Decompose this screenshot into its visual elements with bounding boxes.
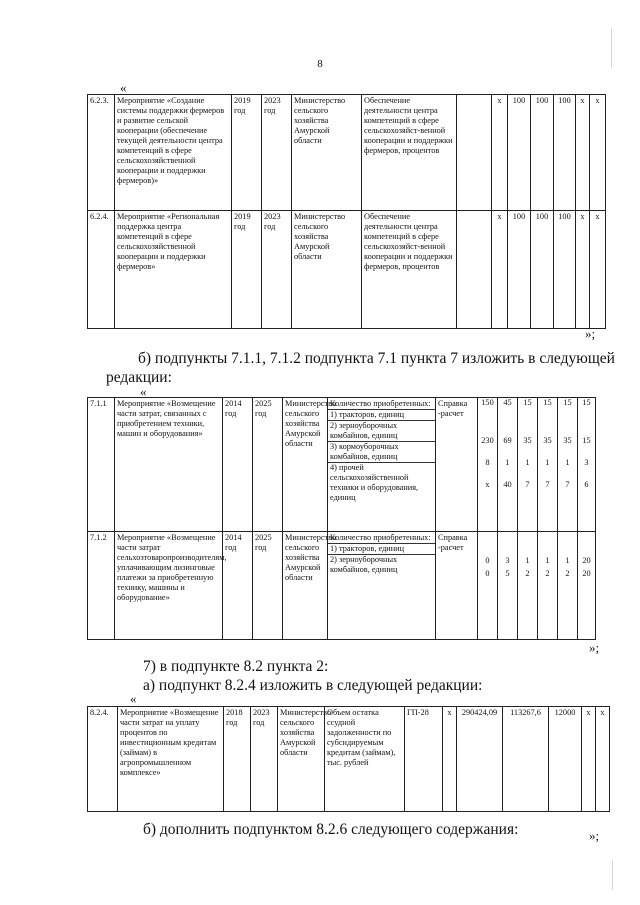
- value-cell: 113267,6: [503, 707, 549, 812]
- executor: Министерство сельского хозяйства Амурской области: [278, 707, 325, 812]
- value-cell: х: [590, 211, 606, 329]
- value-cell: х: [596, 707, 610, 812]
- value-column: 15 15 3 6: [578, 398, 596, 532]
- value-column: 0 0: [478, 532, 498, 640]
- start-year: 2019 год: [232, 95, 262, 211]
- value-cell: х: [576, 211, 590, 329]
- indicator: [328, 398, 436, 532]
- scan-mark: [611, 28, 612, 68]
- table-row: [88, 95, 606, 211]
- table-row: [88, 211, 606, 329]
- method: [457, 95, 492, 211]
- indicator: Объем остатка ссудной задолженности по субсидируемым кредитам (займам), тыс. рублей: [325, 707, 405, 812]
- executor: Министерство сельского хозяйства Амурской области: [292, 211, 362, 329]
- end-year: 2025 год: [253, 398, 283, 532]
- close-quote: »;: [589, 828, 600, 843]
- value-column: 1 2: [558, 532, 578, 640]
- indicator-header: Количество приобретенных:: [328, 533, 435, 544]
- indicator: Обеспечение деятельности центра компетенций в сфере сельскохозяйст-венной кооперации и поддержки фермеров, процентов: [362, 95, 457, 211]
- end-year: 2023 год: [262, 211, 292, 329]
- table-row: [88, 532, 596, 640]
- table-row: [88, 398, 596, 532]
- value-cell: х: [590, 95, 606, 211]
- end-year: 2023 год: [251, 707, 278, 812]
- value-cell: х: [443, 707, 457, 812]
- indicator-item: 1) тракторов, единиц: [328, 544, 435, 555]
- table-6-2: [87, 94, 606, 329]
- row-code: 7.1.2: [88, 532, 115, 640]
- open-quote: «: [120, 80, 127, 95]
- value-cell: 12000: [549, 707, 582, 812]
- method: Справка -расчет: [436, 532, 478, 640]
- table-7-1: [87, 397, 596, 640]
- indicator-item: 2) зерноуборочных комбайнов, единиц: [328, 421, 435, 442]
- executor: Министерство сельского хозяйства Амурской области: [292, 95, 362, 211]
- executor: Министерство сельского хозяйства Амурской области: [283, 532, 328, 640]
- method: ГП-28: [405, 707, 443, 812]
- value-cell: 100: [531, 95, 554, 211]
- page-number: 8: [317, 58, 323, 70]
- open-quote: «: [140, 384, 147, 399]
- indicator: [328, 532, 436, 640]
- event-name: Мероприятие «Создание системы поддержки фермеров и развитие сельской кооперации (обеспечение текущей деятельности центра компетенций в сфере сельскохозяйственной кооперации и поддержки фермеров)»: [115, 95, 232, 211]
- value-column: 1 2: [518, 532, 538, 640]
- start-year: 2014 год: [223, 398, 253, 532]
- row-code: 7.1.1: [88, 398, 115, 532]
- value-cell: х: [492, 211, 508, 329]
- row-code: 6.2.4.: [88, 211, 115, 329]
- paragraph-b-line2: редакции:: [106, 369, 172, 386]
- value-column: 15 35 1 7: [538, 398, 558, 532]
- value-column: 3 5: [498, 532, 518, 640]
- event-name: Мероприятие «Региональная поддержка центра компетенций в сфере сельскохозяйственной кооперации и поддержки фермеров»: [115, 211, 232, 329]
- event-name: Мероприятие «Возмещение части затрат сельхозтоваропроизводителям, уплачивающим лизинговые платежи за приобретенную технику, машины и оборудование»: [115, 532, 223, 640]
- paragraph-b-line1: б) подпункты 7.1.1, 7.1.2 подпункта 7.1 пункта 7 изложить в следующей: [138, 350, 615, 367]
- value-cell: 100: [554, 211, 576, 329]
- indicator-header: Количество приобретенных:: [328, 399, 435, 410]
- value-column: 45 69 1 40: [498, 398, 518, 532]
- end-year: 2025 год: [253, 532, 283, 640]
- indicator-item: 4) прочей сельскохозяйственной техники и оборудования, единиц: [330, 463, 419, 502]
- value-cell: х: [492, 95, 508, 211]
- paragraph-b2: б) дополнить подпунктом 8.2.6 следующего содержания:: [143, 821, 519, 838]
- end-year: 2023 год: [262, 95, 292, 211]
- value-cell: х: [582, 707, 596, 812]
- value-cell: 100: [554, 95, 576, 211]
- value-column: 150 230 8 х: [478, 398, 498, 532]
- method: [457, 211, 492, 329]
- scan-mark: [612, 860, 613, 890]
- start-year: 2019 год: [232, 211, 262, 329]
- value-cell: 100: [531, 211, 554, 329]
- close-quote: »;: [585, 326, 596, 341]
- start-year: 2014 год: [223, 532, 253, 640]
- event-name: Мероприятие «Возмещение части затрат на уплату процентов по инвестиционным кредитам (займам) в агропромышленном комплексе»: [118, 707, 224, 812]
- value-column: 15 35 1 7: [558, 398, 578, 532]
- row-code: 8.2.4.: [88, 707, 118, 812]
- table-8-2: [87, 706, 610, 812]
- table-row: [88, 707, 610, 812]
- indicator-item: 3) кормоуборочных комбайнов, единиц: [328, 442, 435, 463]
- event-name: Мероприятие «Возмещение части затрат, связанных с приобретением техники, машин и оборудования»: [115, 398, 223, 532]
- indicator: Обеспечение деятельности центра компетенций в сфере сельскохозяйст-венной кооперации и поддержки фермеров, процентов: [362, 211, 457, 329]
- paragraph-7: 7) в подпункте 8.2 пункта 2:: [143, 658, 329, 675]
- indicator-item: 2) зерноуборочных комбайнов, единиц: [330, 555, 398, 574]
- executor: Министерство сельского хозяйства Амурской области: [283, 398, 328, 532]
- close-quote: »;: [589, 640, 600, 655]
- method: Справка -расчет: [436, 398, 478, 532]
- value-cell: 290424,09: [457, 707, 503, 812]
- value-cell: 100: [508, 95, 531, 211]
- value-cell: х: [576, 95, 590, 211]
- open-quote: «: [130, 691, 137, 706]
- value-column: 20 20: [578, 532, 596, 640]
- value-column: 1 2: [538, 532, 558, 640]
- start-year: 2018 год: [224, 707, 251, 812]
- paragraph-a: а) подпункт 8.2.4 изложить в следующей редакции:: [143, 677, 483, 694]
- indicator-item: 1) тракторов, единиц: [328, 410, 435, 421]
- row-code: 6.2.3.: [88, 95, 115, 211]
- value-cell: 100: [508, 211, 531, 329]
- value-column: 15 35 1 7: [518, 398, 538, 532]
